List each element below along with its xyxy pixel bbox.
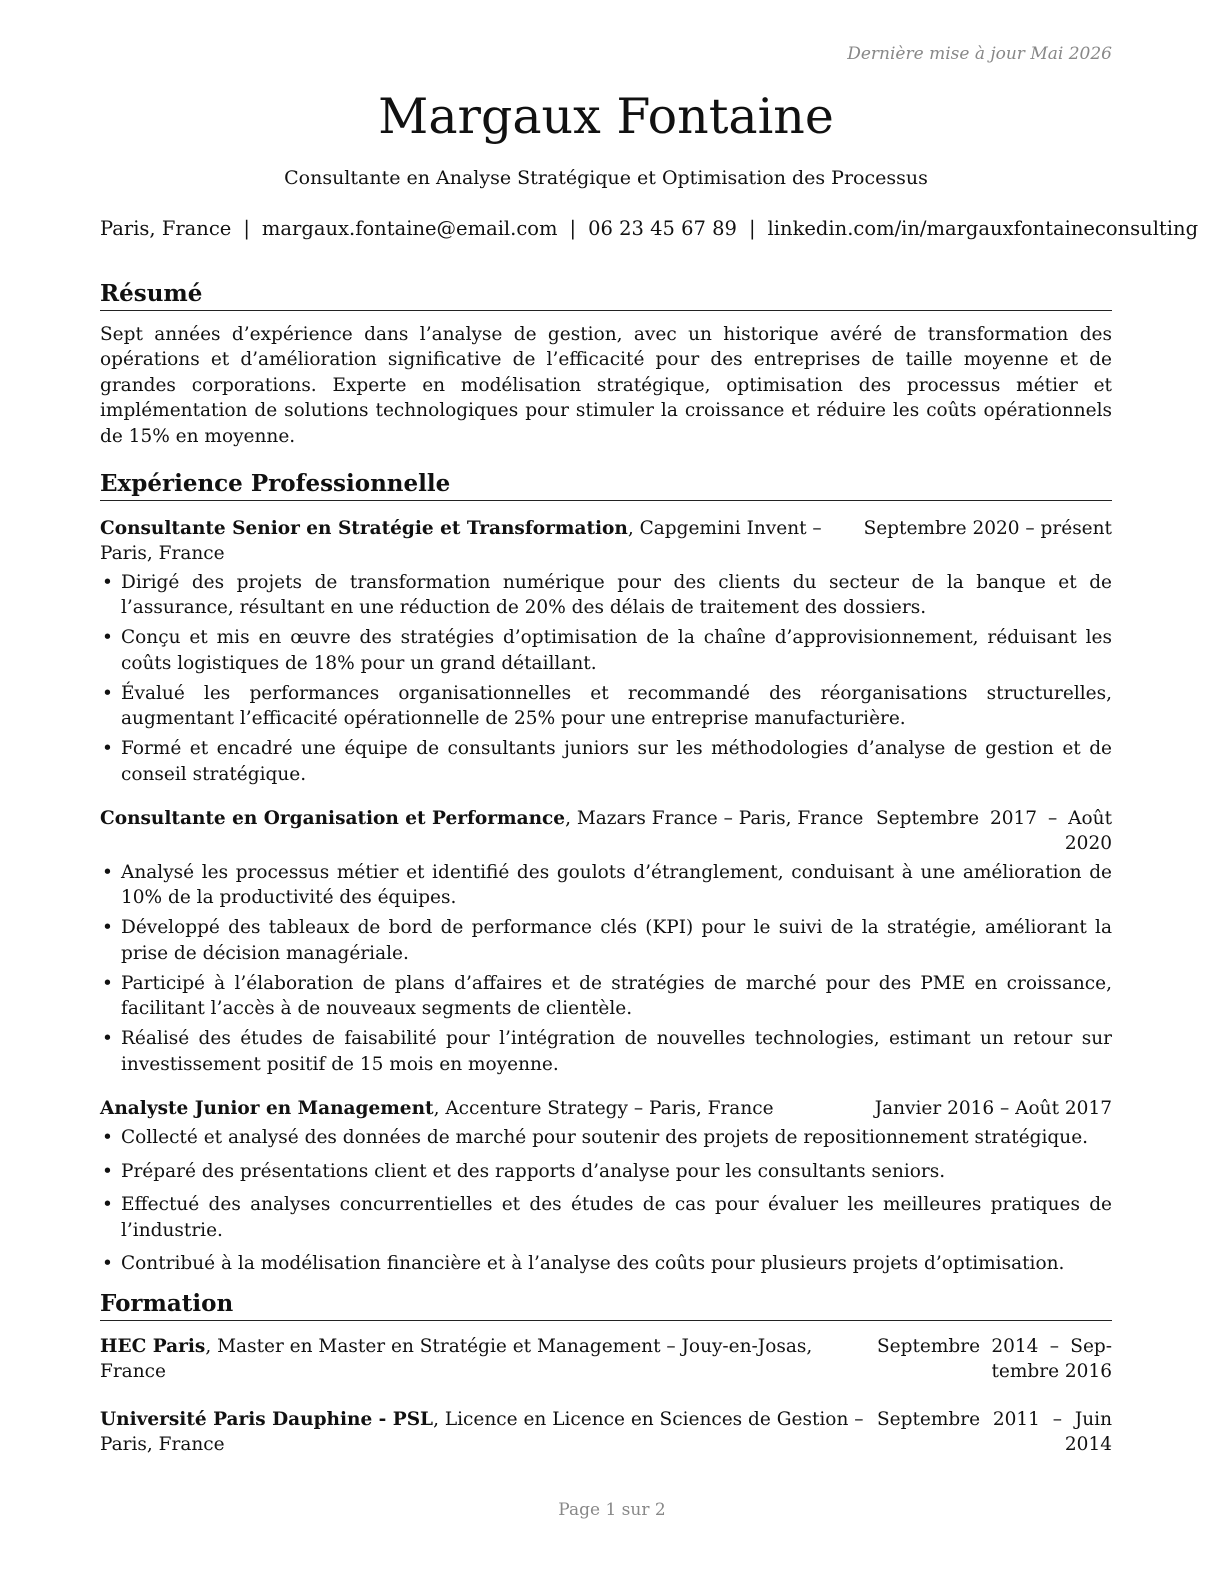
bullet-glyph: •: [102, 1194, 113, 1216]
bullet-glyph: •: [102, 972, 113, 994]
bullet-glyph: •: [102, 1127, 113, 1149]
bullet-glyph: •: [102, 1160, 113, 1182]
candidate-name: Margaux Fontaine: [378, 88, 834, 145]
job-header: [100, 1096, 1112, 1121]
bullet-glyph: •: [102, 682, 113, 704]
bullet-item: • Collecté et analysé des données de marché pour soutenir des projets de repositionnement stratégique.: [100, 1125, 1112, 1150]
job-bullets: [100, 570, 1112, 787]
bullet-glyph: •: [102, 917, 113, 939]
job-entry: [100, 516, 1112, 787]
school-name: HEC Paris: [100, 1335, 206, 1357]
job-dates: Septembre 2017 – Août 2020: [876, 808, 1112, 855]
job-organization: , Capgemini Invent – Paris, France: [100, 518, 822, 565]
job-role: Consultante Senior en Stratégie et Transformation: [100, 518, 628, 540]
headline: Consultante en Analyse Stratégique et Optimisation des Processus: [284, 167, 928, 189]
job-bullets: [100, 860, 1112, 1077]
bullet-item: • Effectué des analyses concurrentielles et des études de cas pour évaluer les meilleures pratiques de l’industrie.: [102, 1194, 1112, 1241]
contact-line: [100, 217, 1199, 241]
section-title-summary: Résumé: [100, 279, 1112, 311]
bullet-glyph: •: [102, 738, 113, 760]
section-title-experience: Expérience Professionnelle: [100, 469, 1112, 501]
bullet-item: • Formé et encadré une équipe de consultants juniors sur les méthodologies d’analyse de gestion et de conseil stratégique.: [102, 738, 1112, 785]
education-entry: [100, 1334, 1112, 1384]
bullet-item: • Évalué les performances organisationnelles et recommandé des réorganisations structurelles, augmentant l’efficacité opérationnelle de 25% pour une entreprise manufacturière.: [102, 682, 1112, 730]
degree-detail: , Licence en Licence en Sciences de Gestion – Paris, France: [100, 1408, 864, 1455]
job-dates: Janvier 2016 – Août 2017: [874, 1098, 1112, 1120]
contact-linkedin[interactable]: linkedin.com/in/margauxfontaineconsulting: [767, 217, 1199, 240]
summary-section: [100, 279, 1112, 449]
bullet-item: • Réalisé des études de faisabilité pour l’intégration de nouvelles technologies, estimant un retour sur investissement positif de 15 mois en moyenne.: [102, 1028, 1112, 1075]
bullet-glyph: •: [102, 862, 113, 884]
education-entry: [100, 1407, 1112, 1457]
contact-email[interactable]: margaux.fontaine@email.com: [261, 217, 558, 240]
bullet-glyph: •: [102, 1253, 113, 1275]
education-section: [100, 1289, 1112, 1457]
job-organization: , Accenture Strategy – Paris, France: [433, 1098, 774, 1120]
job-organization: , Mazars France – Paris, France: [565, 808, 864, 830]
education-dates: Septembre 2014 – Sep-tembre 2016: [877, 1335, 1112, 1382]
degree-detail: , Master en Master en Stratégie et Management – Jouy-en-Josas, France: [100, 1335, 813, 1382]
last-updated-note: Dernière mise à jour Mai 2026: [847, 44, 1112, 64]
education-dates: Septembre 2011 – Juin 2014: [877, 1408, 1112, 1455]
contact-separator: |: [748, 217, 756, 240]
section-title-education: Formation: [100, 1289, 1112, 1321]
bullet-glyph: •: [102, 627, 113, 649]
bullet-glyph: •: [102, 572, 113, 594]
school-name: Université Paris Dauphine - PSL: [100, 1408, 434, 1430]
job-entry: [100, 806, 1112, 1077]
job-header: [100, 516, 1112, 566]
bullet-glyph: •: [102, 1028, 113, 1050]
job-entry: [100, 1096, 1112, 1277]
bullet-item: • Développé des tableaux de bord de performance clés (KPI) pour le suivi de la stratégie, améliorant la prise de décision managériale.: [102, 917, 1112, 964]
page-number: Page 1 sur 2: [558, 1500, 666, 1520]
job-header: [100, 806, 1112, 856]
contact-location: Paris, France: [100, 217, 232, 240]
job-role: Analyste Junior en Management: [100, 1098, 434, 1120]
bullet-item: • Préparé des présentations client et des rapports d’analyse pour les consultants seniors.: [100, 1159, 1112, 1184]
contact-separator: |: [569, 217, 577, 240]
job-bullets: [100, 1125, 1112, 1277]
bullet-item: • Analysé les processus métier et identifié des goulots d’étranglement, conduisant à une amélioration de 10% de la productivité des équipes.: [102, 862, 1112, 909]
bullet-item: • Dirigé des projets de transformation numérique pour des clients du secteur de la banque et de l’assurance, résultant en une réduction de 20% des délais de traitement des dossiers.: [102, 572, 1112, 619]
summary-text: Sept années d’expérience dans l’analyse de gestion, avec un historique avéré de transformation des opérations et d’amélioration significative de l’efficacité pour des entreprises de taille moyenne et de grandes corporations. Experte en modélisation stratégique, optimisation des processus métier et implémentation de solutions technologiques pour stimuler la croissance et réduire les coûts opérationnels de 15% en moyenne.: [100, 324, 1112, 447]
experience-section: [100, 469, 1112, 1277]
bullet-item: • Conçu et mis en œuvre des stratégies d’optimisation de la chaîne d’approvisionnement, réduisant les coûts logistiques de 18% pour un grand détaillant.: [102, 627, 1112, 674]
contact-phone: 06 23 45 67 89: [588, 217, 737, 240]
bullet-item: • Participé à l’élaboration de plans d’affaires et de stratégies de marché pour des PME en croissance, facilitant l’accès à de nouveaux segments de clientèle.: [102, 972, 1112, 1020]
contact-separator: |: [243, 217, 250, 240]
job-dates: Septembre 2020 – présent: [863, 518, 1112, 540]
bullet-item: • Contribué à la modélisation financière et à l’analyse des coûts pour plusieurs projets d’optimisation.: [100, 1251, 1112, 1276]
job-role: Consultante en Organisation et Performance: [100, 808, 566, 830]
